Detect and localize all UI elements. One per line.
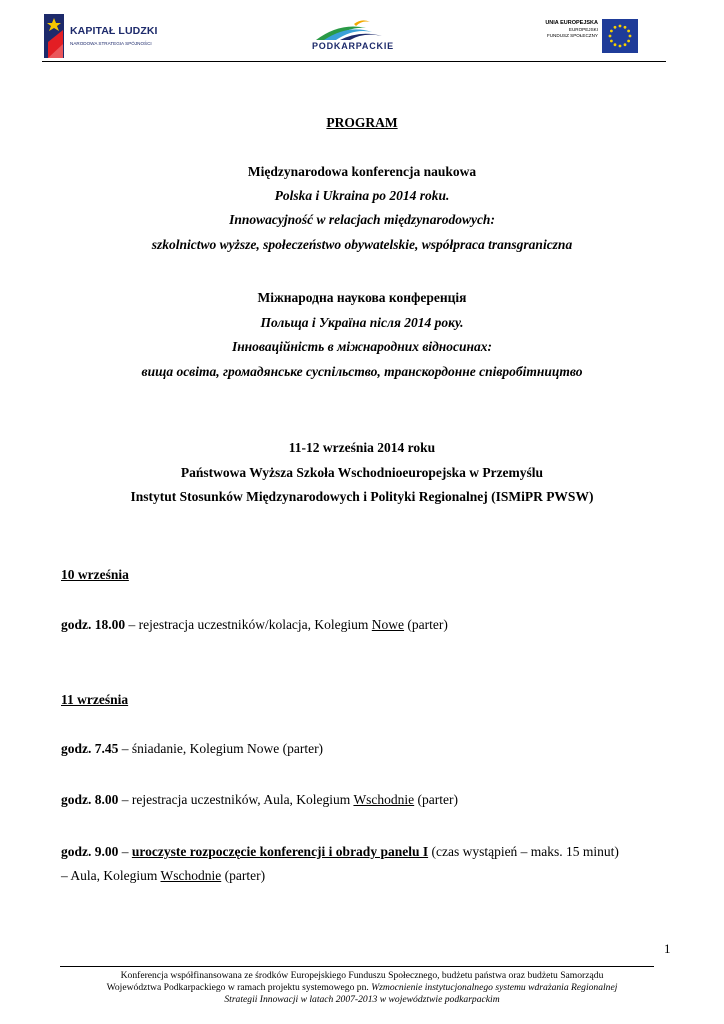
conference-pl-line2: Polska i Ukraina po 2014 roku. bbox=[274, 188, 450, 203]
day2-item3-event: uroczyste rozpoczęcie konferencji i obrady panelu I bbox=[131, 844, 429, 859]
day2-item2 bbox=[61, 792, 458, 808]
day1-item1-text-b: (parter) bbox=[404, 617, 448, 632]
footer-line1: Konferencja współfinansowana ze środków Europejskiego Funduszu Społecznego, budżetu państwa oraz budżetu Samorządu bbox=[120, 970, 604, 981]
kapital-ludzki-mark-icon bbox=[44, 14, 66, 58]
conference-ua-line2: Польща і Україна після 2014 року. bbox=[260, 315, 464, 330]
day2-item3-line2-b: (parter) bbox=[221, 868, 266, 883]
footer-line3: Strategii Innowacji w latach 2007-2013 w województwie podkarpackim bbox=[224, 994, 500, 1005]
day2-item2-text-b: (parter) bbox=[414, 792, 459, 807]
day2-item3-time: godz. 9.00 bbox=[61, 844, 119, 859]
day1-item1-time: godz. 18.00 bbox=[61, 617, 126, 632]
document-title: PROGRAM bbox=[326, 115, 398, 130]
event-school: Państwowa Wyższa Szkoła Wschodnioeuropejska w Przemyślu bbox=[180, 465, 544, 480]
day2-item1 bbox=[61, 741, 323, 757]
kapital-ludzki-subtitle: NARODOWA STRATEGIA SPÓJNOŚCI bbox=[70, 41, 152, 46]
day2-item1-time: godz. 7.45 bbox=[61, 741, 119, 756]
footer-line2-b: Wzmocnienie instytucjonalnego systemu wdrażania Regionalnej bbox=[371, 982, 618, 993]
day2-item1-text: – śniadanie, Kolegium Nowe (parter) bbox=[118, 741, 324, 756]
header-divider bbox=[42, 61, 666, 62]
eu-logo-line2: EUROPEJSKI bbox=[568, 27, 598, 32]
kapital-ludzki-title: KAPITAŁ LUDZKI bbox=[70, 25, 158, 37]
podkarpackie-logo bbox=[310, 18, 400, 58]
page-number: 1 bbox=[664, 941, 671, 956]
footer-divider bbox=[60, 966, 654, 967]
podkarpackie-mountains-icon bbox=[310, 18, 400, 42]
day1-item1-place: Nowe bbox=[371, 617, 405, 632]
day2-item3-dash: – bbox=[118, 844, 132, 859]
day1-item1 bbox=[61, 617, 448, 633]
kapital-ludzki-logo bbox=[44, 14, 158, 58]
podkarpackie-text: PODKARPACKIE bbox=[312, 41, 394, 51]
eu-logo bbox=[540, 18, 640, 54]
conference-pl-line1: Międzynarodowa konferencja naukowa bbox=[247, 164, 477, 179]
conference-ua-line4: вища освіта, громадянське суспільство, транскордонне співробітництво bbox=[141, 364, 583, 379]
day2-item3-place: Wschodnie bbox=[160, 868, 222, 883]
day2-item3 bbox=[61, 844, 619, 860]
day2-heading: 11 września bbox=[61, 692, 129, 707]
footer-line2 bbox=[40, 982, 684, 994]
conference-pl-line3: Innowacyjność w relacjach międzynarodowych: bbox=[229, 212, 495, 227]
conference-pl-line4: szkolnictwo wyższe, społeczeństwo obywatelskie, współpraca transgraniczna bbox=[151, 237, 573, 252]
day2-item2-place: Wschodnie bbox=[353, 792, 415, 807]
eu-flag-icon bbox=[602, 19, 638, 53]
event-dates: 11-12 września 2014 roku bbox=[288, 440, 436, 455]
day2-item2-text-a: – rejestracja uczestników, Aula, Kolegium bbox=[118, 792, 354, 807]
day1-item1-text-a: – rejestracja uczestników/kolacja, Kolegium bbox=[125, 617, 372, 632]
conference-ua-line1: Міжнародна наукова конференція bbox=[257, 290, 467, 305]
page-header bbox=[0, 0, 724, 64]
event-institute: Instytut Stosunków Międzynarodowych i Polityki Regionalnej (ISMiPR PWSW) bbox=[130, 489, 594, 504]
eu-logo-line3: FUNDUSZ SPOŁECZNY bbox=[546, 33, 598, 38]
eu-logo-line1: UNIA EUROPEJSKA bbox=[545, 20, 598, 26]
day2-item3-line2 bbox=[61, 868, 265, 884]
day1-heading: 10 września bbox=[61, 567, 129, 582]
day2-item3-line2-a: – Aula, Kolegium bbox=[61, 868, 161, 883]
day2-item3-note: (czas wystąpień – maks. 15 minut) bbox=[428, 844, 619, 859]
eu-logo-text bbox=[545, 20, 598, 39]
footer-line2-a: Województwa Podkarpackiego w ramach projektu systemowego pn. bbox=[106, 982, 372, 993]
day2-item2-time: godz. 8.00 bbox=[61, 792, 119, 807]
conference-ua-line3: Інноваційність в міжнародних відносинах: bbox=[231, 339, 493, 354]
